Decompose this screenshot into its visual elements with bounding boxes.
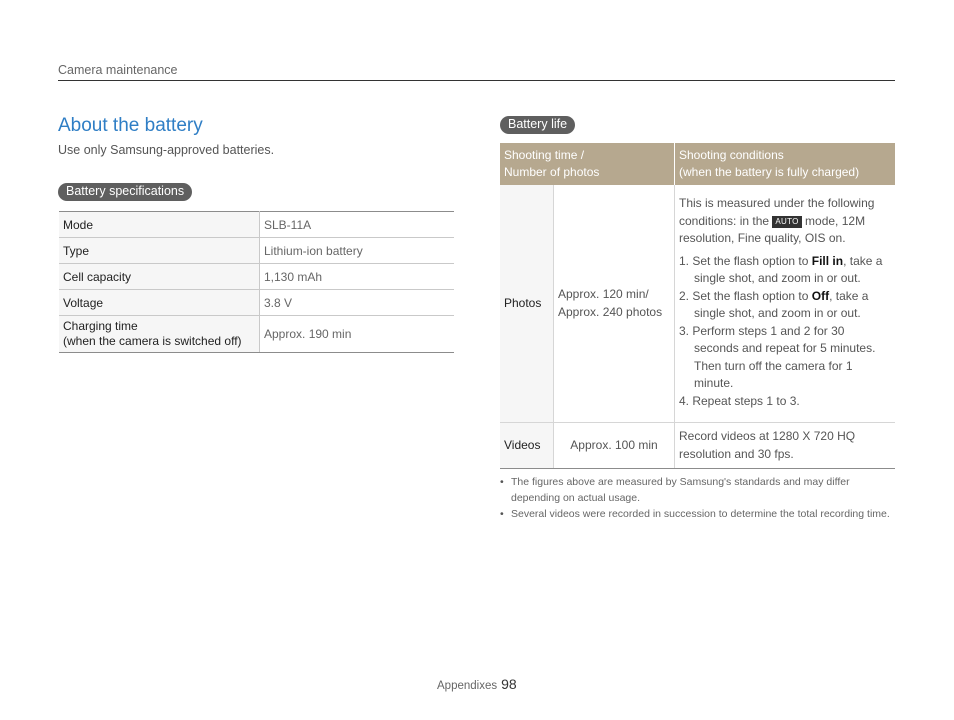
spec-label: Mode <box>59 212 260 238</box>
page-title: About the battery <box>58 115 203 136</box>
spec-row-mode <box>59 212 454 238</box>
footnotes <box>500 474 895 522</box>
photos-conditions <box>675 185 896 423</box>
footnote-item: • Several videos were recorded in succession to determine the total recording time. <box>500 508 890 520</box>
auto-mode-icon: AUTO <box>772 216 801 228</box>
footer-label: Appendixes <box>437 680 498 692</box>
spec-value: Approx. 190 min <box>260 316 455 353</box>
step-1: 1. Set the flash option to Fill in, take a single shot, and zoom in or out. <box>679 253 883 285</box>
row-videos <box>500 423 895 469</box>
header-shooting-time: Shooting time / Number of photos <box>500 143 675 185</box>
table-header-row <box>500 143 895 185</box>
row-label-photos: Photos <box>500 185 554 423</box>
spec-label-line2: (when the camera is switched off) <box>63 334 242 348</box>
battery-life-table <box>500 143 895 469</box>
spec-row-type <box>59 238 454 264</box>
row-label-videos: Videos <box>500 423 554 469</box>
videos-conditions: Record videos at 1280 X 720 HQ resolution and 30 fps. <box>675 423 896 469</box>
page-footer <box>437 676 517 692</box>
page-number: 98 <box>501 676 517 692</box>
bullet-icon: • <box>500 476 504 488</box>
spec-row-voltage <box>59 290 454 316</box>
header-divider <box>58 80 895 81</box>
bullet-icon: • <box>500 508 504 520</box>
battery-spec-table <box>59 211 454 353</box>
photos-shooting-time: Approx. 120 min/ Approx. 240 photos <box>554 185 675 423</box>
footnote-item: • The figures above are measured by Samsung's standards and may differ depending on actual usage. <box>500 476 850 504</box>
spec-row-charging-time <box>59 316 454 353</box>
section-header: Camera maintenance <box>58 63 178 77</box>
row-photos <box>500 185 895 423</box>
step-3: 3. Perform steps 1 and 2 for 30 seconds and repeat for 5 minutes. Then turn off the camera for 1 minute. <box>679 323 876 390</box>
battery-life-heading: Battery life <box>500 116 575 134</box>
spec-label-line1: Charging time <box>63 319 138 333</box>
videos-shooting-time: Approx. 100 min <box>554 423 675 469</box>
spec-label: Cell capacity <box>59 264 260 290</box>
battery-specifications-heading: Battery specifications <box>58 183 192 201</box>
step-2: 2. Set the flash option to Off, take a single shot, and zoom in or out. <box>679 288 869 320</box>
spec-label: Voltage <box>59 290 260 316</box>
spec-row-cell-capacity <box>59 264 454 290</box>
conditions-intro: This is measured under the following conditions: in the AUTO mode, 12M resolution, Fine quality, OIS on. <box>679 196 875 245</box>
intro-text: Use only Samsung-approved batteries. <box>58 143 275 157</box>
spec-value: 3.8 V <box>260 290 455 316</box>
header-shooting-conditions: Shooting conditions (when the battery is fully charged) <box>675 143 896 185</box>
spec-value: 1,130 mAh <box>260 264 455 290</box>
step-4: 4. Repeat steps 1 to 3. <box>679 393 800 408</box>
spec-value: SLB-11A <box>260 212 455 238</box>
spec-label <box>59 316 260 353</box>
spec-label: Type <box>59 238 260 264</box>
spec-value: Lithium-ion battery <box>260 238 455 264</box>
conditions-steps <box>679 253 891 411</box>
